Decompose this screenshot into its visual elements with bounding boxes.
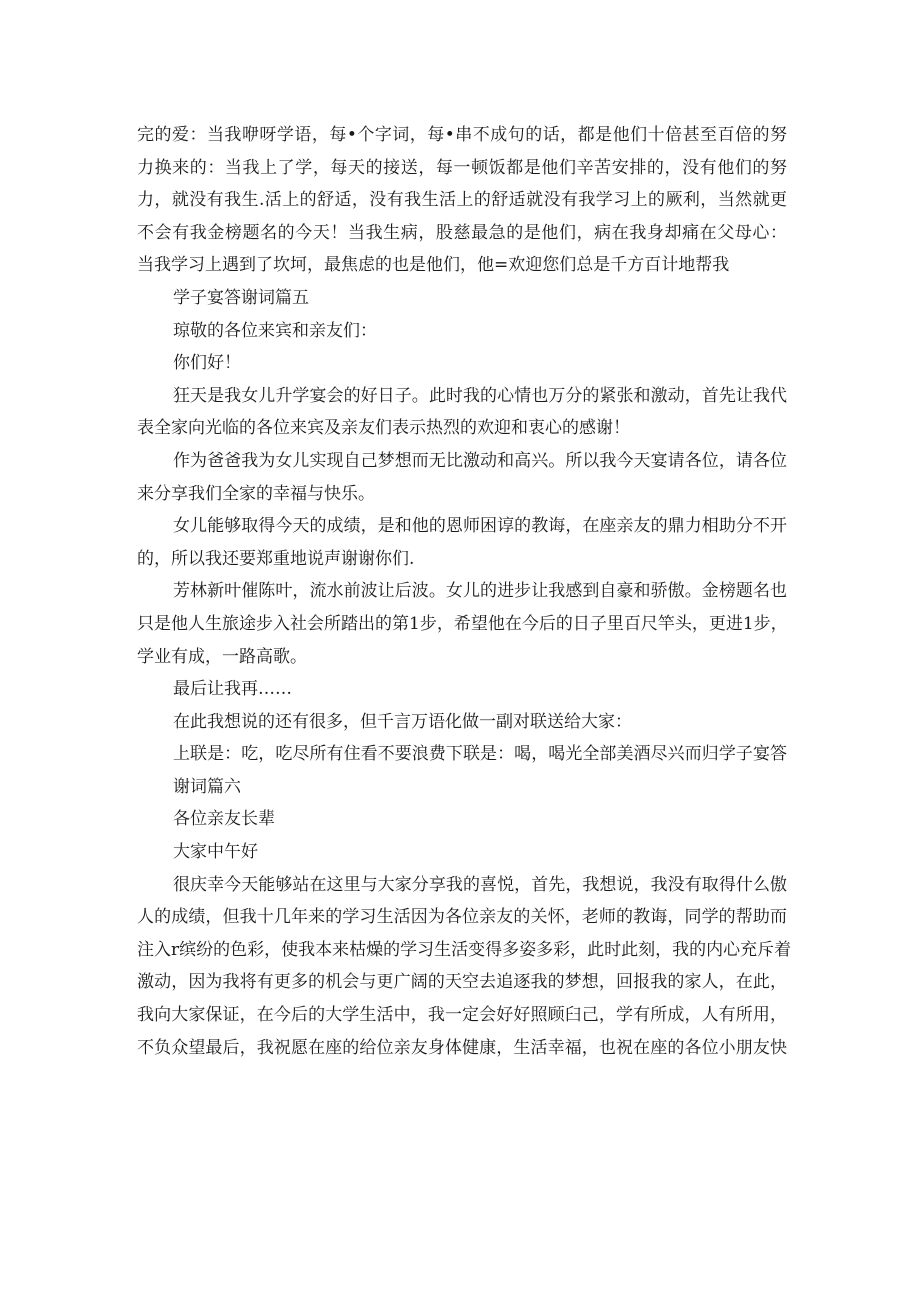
text-line: 只是他人生旅途步入社会所踏出的第1步，希望他在今后的日子里百尺竿头，更进1步， [137, 613, 788, 634]
text-line: 不负众望最后，我祝愿在座的给位亲友身体健康，生活幸福，也祝在座的各位小朋友快 [137, 1037, 787, 1058]
text-line: 狂天是我女儿升学宴会的好日子。此时我的心情也万分的紧张和激动，首先让我代 [173, 385, 787, 406]
text-line: 注入r缤纷的色彩，使我本来枯燥的学习生活变得多姿多彩，此时此刻，我的内心充斥着 [137, 939, 792, 960]
text-line: 力，就没有我生.活上的舒适，没有我生活上的舒适就没有我学习上的厥利，当然就更 [137, 190, 787, 211]
text-line: 激动，因为我将有更多的机会与更广阔的天空去追逐我的梦想，回报我的家人，在此， [137, 972, 787, 993]
text-line: 力换来的：当我上了学，每天的接送，每一顿饭都是他们辛苦安排的，没有他们的努 [137, 157, 787, 178]
section-heading: 谢词篇六 [173, 776, 241, 797]
text-line: 芳林新叶催陈叶，流水前波让后波。女儿的进步让我感到自豪和骄傲。金榜题名也 [173, 581, 787, 602]
text-line: 表全家向光临的各位来宾及亲友们表示热烈的欢迎和衷心的感谢！ [137, 418, 630, 439]
text-line: 不会有我金榜题名的今天！当我生病，股慈最急的是他们，病在我身却痛在父母心： [137, 222, 787, 243]
text-line: 上联是：吃，吃尽所有住看不要浪费下联是：喝，喝光全部美酒尽兴而归学子宴答 [173, 744, 787, 765]
text-line: 完的爱：当我咿呀学语，每•个字词，每•串不成句的话，都是他们十倍甚至百倍的努 [137, 125, 787, 145]
salutation: 各位亲友长辈 [173, 809, 275, 830]
text-line: 最后让我再…… [173, 679, 292, 700]
text-line: 来分享我们全家的幸福与快乐。 [137, 483, 375, 504]
text-line: 女儿能够取得今天的成绩，是和他的恩师困谆的教诲，在座亲友的鼎力相助分不开 [173, 516, 787, 537]
text-line: 当我学习上遇到了坎坷，最焦虑的也是他们，他=欢迎您们总是千方百计地帮我 [137, 255, 730, 276]
text-line: 人的成绩，但我十几年来的学习生活因为各位亲友的关怀，老师的教诲，同学的帮助而 [137, 907, 787, 928]
text-line: 我向大家保证，在今后的大学生活中，我一定会好好照顾臼己，学有所成，人有所用， [137, 1005, 787, 1026]
text-line: 的，所以我还要郑重地说声谢谢你们. [137, 548, 415, 569]
salutation: 琼敬的各位来宾和亲友们： [173, 320, 377, 341]
document-body [137, 119, 792, 1064]
section-heading: 学子宴答谢词篇五 [173, 287, 309, 308]
greeting: 大家中午好 [173, 842, 258, 863]
text-line: 作为爸爸我为女儿实现自己梦想而无比激动和高兴。所以我今天宴请各位，请各位 [173, 450, 787, 471]
text-line: 学业有成，一路高歌。 [137, 646, 307, 667]
text-line: 在此我想说的还有很多，但千言万语化做一副对联送给大家： [173, 711, 632, 732]
text-line: 很庆幸今天能够站在这里与大家分享我的喜悦，首先，我想说，我没有取得什么傲 [173, 874, 787, 895]
greeting: 你们好！ [173, 353, 241, 374]
